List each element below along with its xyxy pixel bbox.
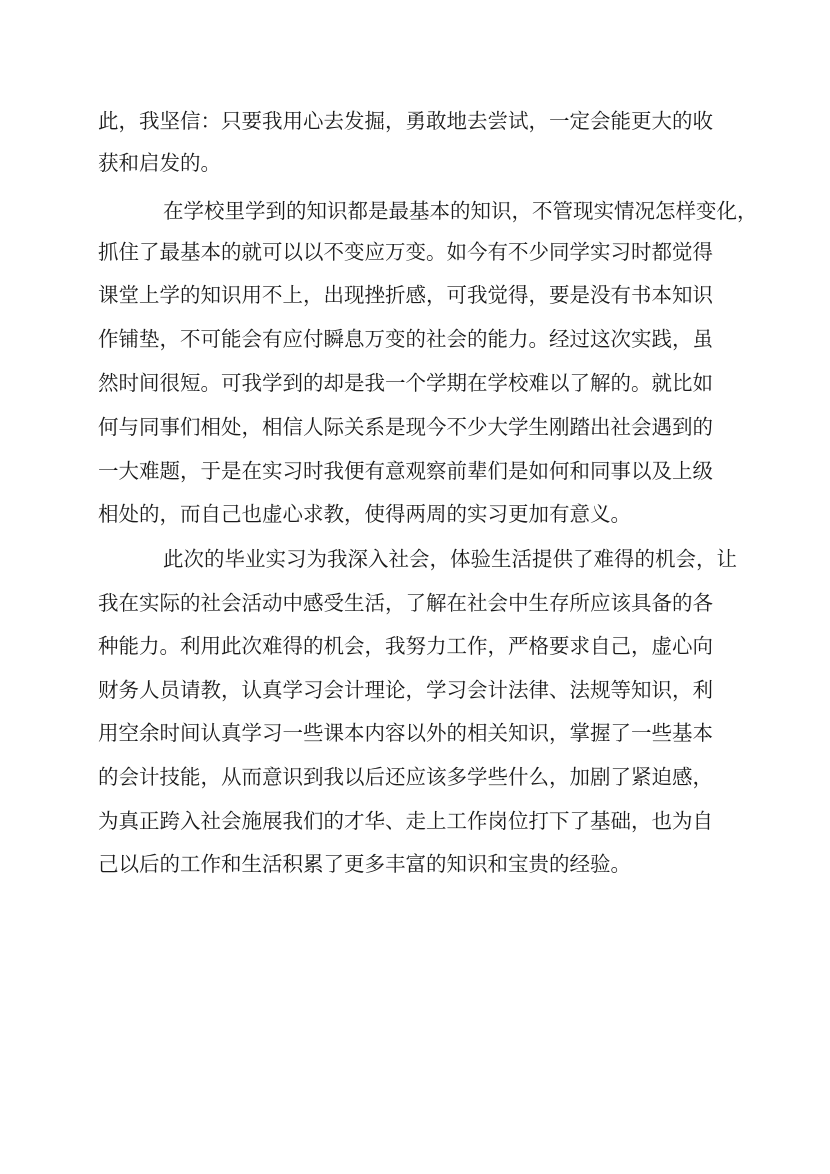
paragraph-3-line-5: 用空余时间认真学习一些课本内容以外的相关知识，掌握了一些基本 <box>98 721 713 745</box>
paragraph-2-line-1: 在学校里学到的知识都是最基本的知识，不管现实情况怎样变化， <box>163 199 758 223</box>
paragraph-2-line-8: 相处的，而自己也虚心求教，使得两周的实习更加有意义。 <box>98 502 631 526</box>
paragraph-3-line-2: 我在实际的社会活动中感受生活，了解在社会中生存所应该具备的各 <box>98 591 713 615</box>
paragraph-3-line-1: 此次的毕业实习为我深入社会，体验生活提供了难得的机会，让 <box>163 547 737 571</box>
paragraph-2-line-4: 作铺垫，不可能会有应付瞬息万变的社会的能力。经过这次实践，虽 <box>98 327 713 351</box>
paragraph-1-line-1: 此，我坚信：只要我用心去发掘，勇敢地去尝试，一定会能更大的收 <box>98 109 713 133</box>
paragraph-2-line-6: 何与同事们相处，相信人际关系是现今不少大学生刚踏出社会遇到的 <box>98 415 713 439</box>
paragraph-2-line-5: 然时间很短。可我学到的却是我一个学期在学校难以了解的。就比如 <box>98 371 713 395</box>
paragraph-3-line-3: 种能力。利用此次难得的机会，我努力工作，严格要求自己，虚心向 <box>98 634 713 658</box>
paragraph-3-line-7: 为真正跨入社会施展我们的才华、走上工作岗位打下了基础，也为自 <box>98 809 713 833</box>
paragraph-1-line-2: 获和启发的。 <box>98 151 221 175</box>
paragraph-2-line-7: 一大难题，于是在实习时我便有意观察前辈们是如何和同事以及上级 <box>98 459 713 483</box>
paragraph-3-line-8: 己以后的工作和生活积累了更多丰富的知识和宝贵的经验。 <box>98 852 631 876</box>
paragraph-3-line-6: 的会计技能，从而意识到我以后还应该多学些什么，加剧了紧迫感， <box>98 765 713 789</box>
paragraph-2-line-2: 抓住了最基本的就可以以不变应万变。如今有不少同学实习时都觉得 <box>98 240 713 264</box>
paragraph-2-line-3: 课堂上学的知识用不上，出现挫折感，可我觉得，要是没有书本知识 <box>98 283 713 307</box>
paragraph-3-line-4: 财务人员请教，认真学习会计理论，学习会计法律、法规等知识，利 <box>98 678 713 702</box>
